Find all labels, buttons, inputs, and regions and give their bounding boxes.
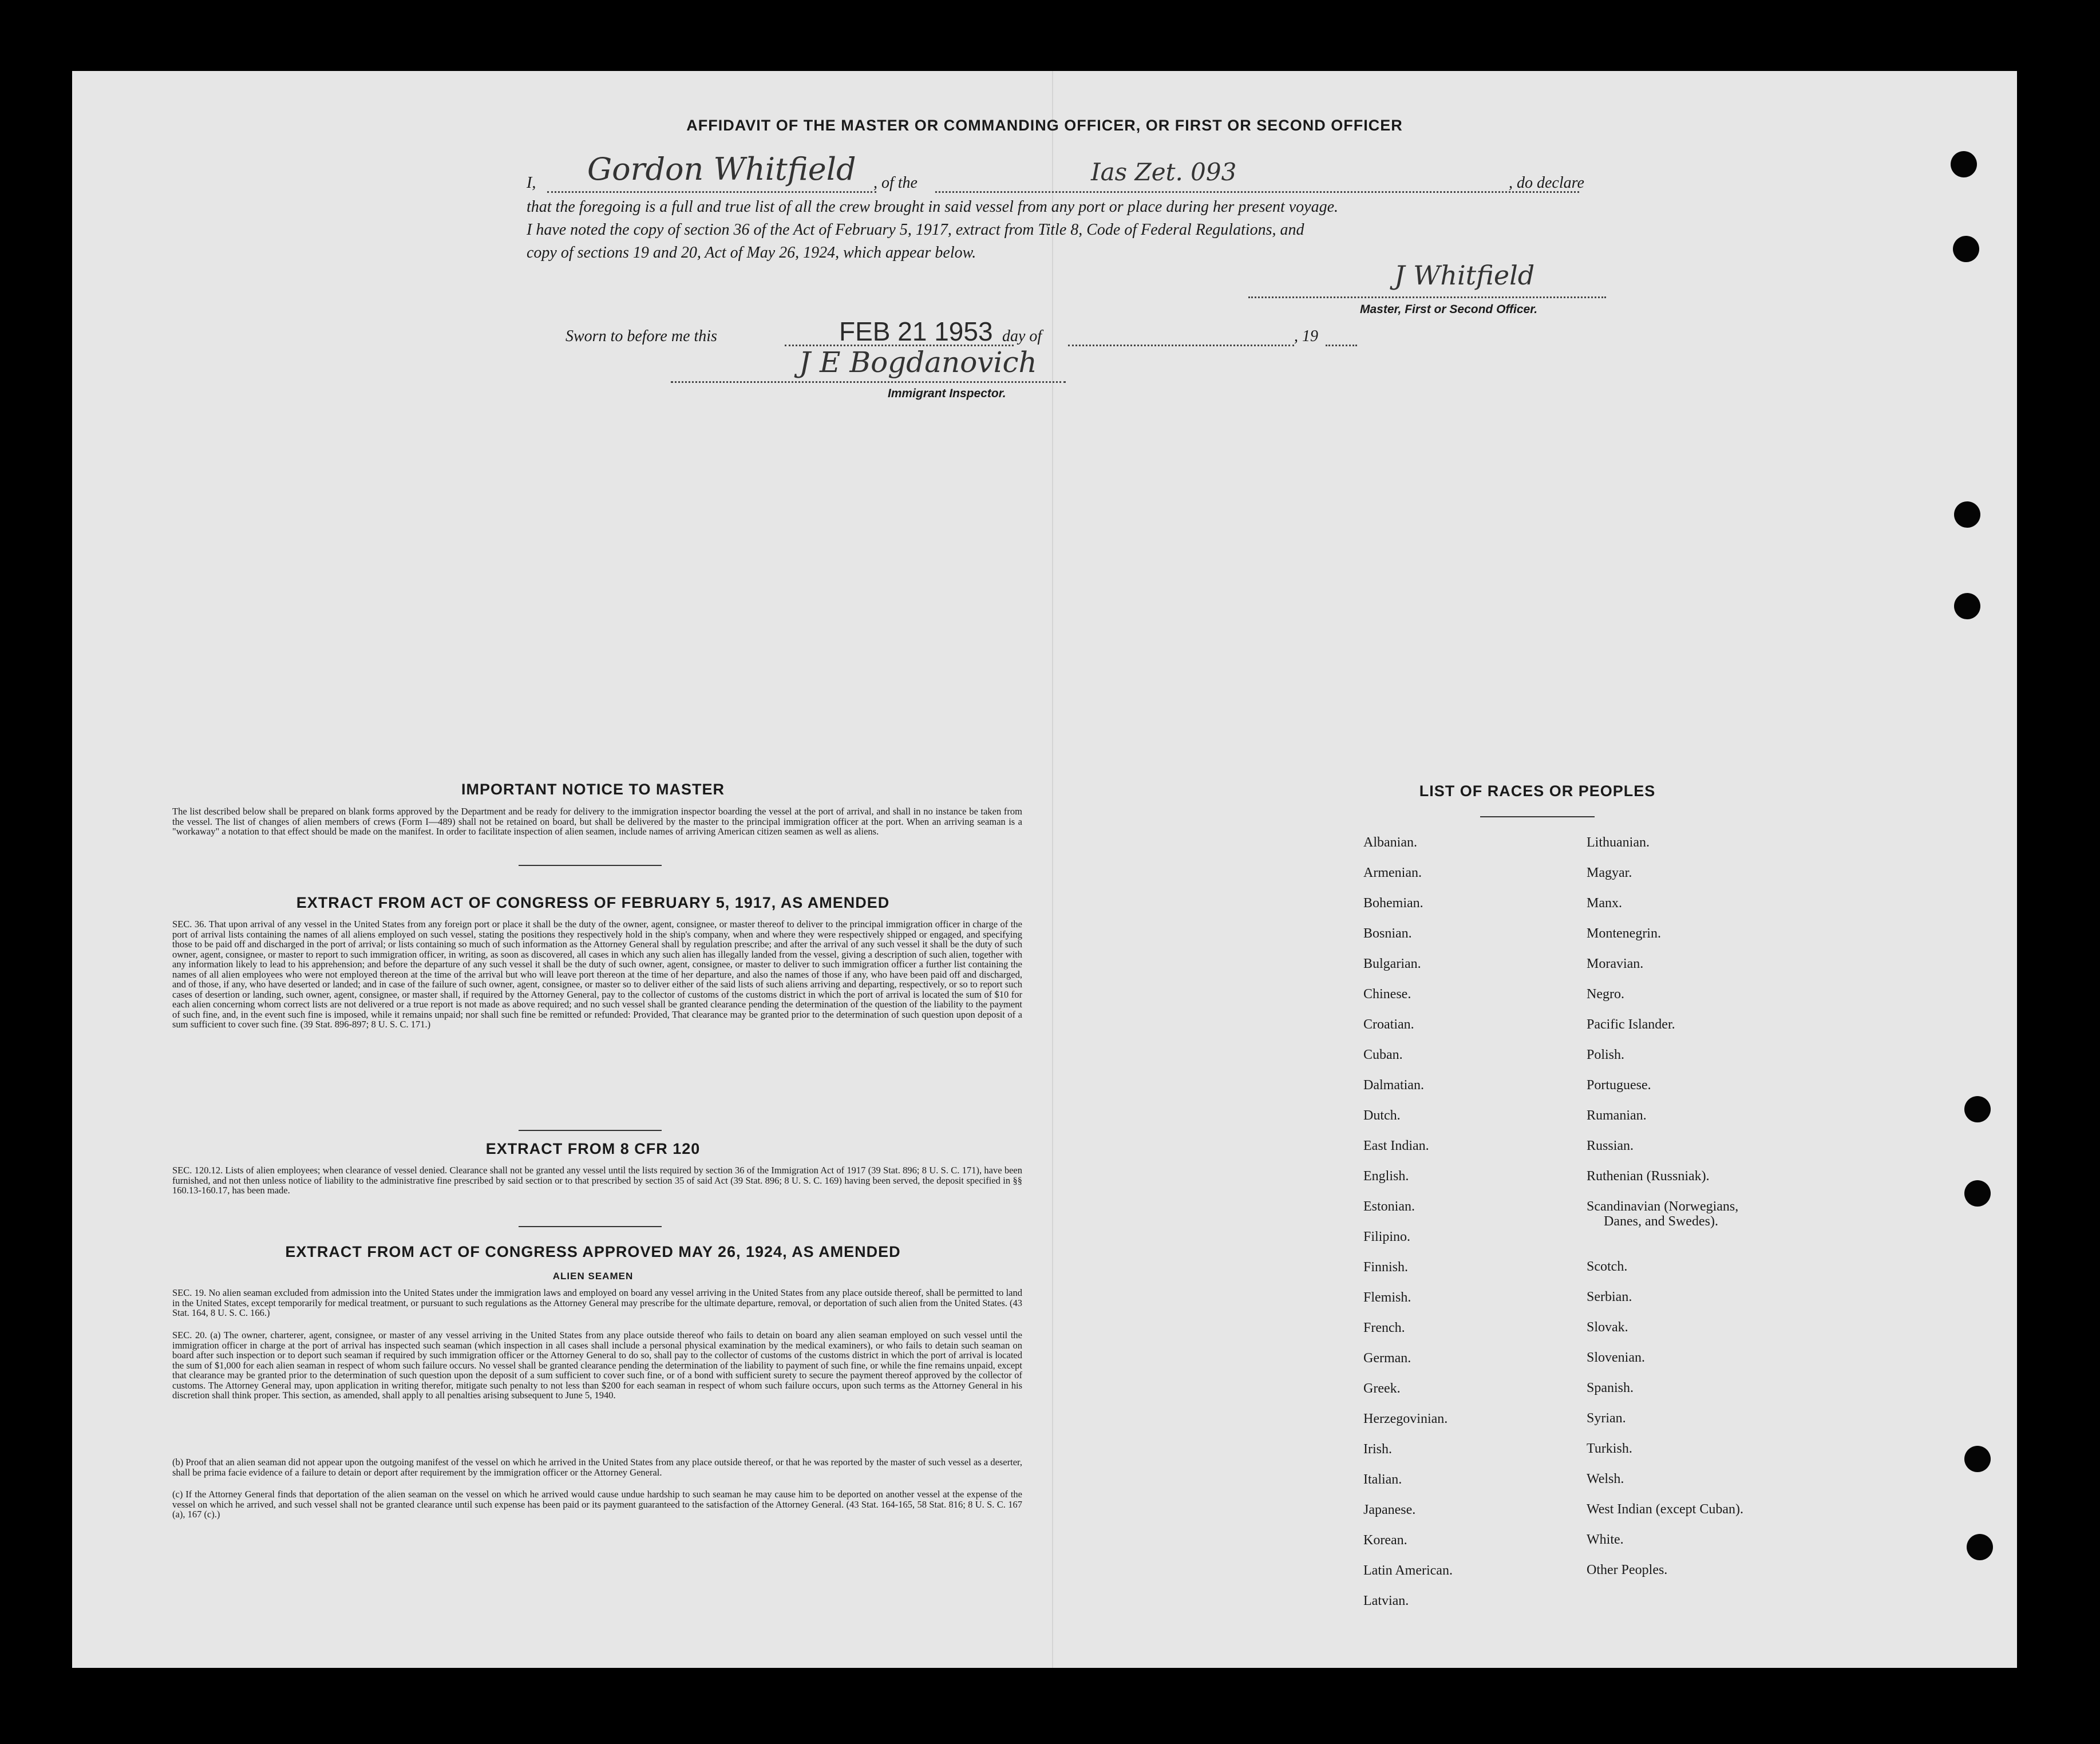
sworn-day-of: day of bbox=[1002, 327, 1042, 345]
race-item: Greek. bbox=[1363, 1381, 1401, 1396]
race-item: Korean. bbox=[1363, 1533, 1407, 1548]
race-item: White. bbox=[1587, 1532, 1624, 1547]
race-item: Finnish. bbox=[1363, 1260, 1409, 1275]
sec-20c-text: (c) If the Attorney General finds that deportation of the alien seaman on the vessel on which he arrived would cause undue hardship to such seaman he may cause him to be deported on another vessel at the expense of the vessel on which he arrived, and such vessel shall not be granted clearance until such expense has been paid or its payment guaranteed to the satisfaction of the Attorney General. (43 Stat. 164-165, 58 Stat. 816; 8 U. S. C. 167 (a), 167 (c).) bbox=[172, 1489, 1022, 1520]
affidavit-title: AFFIDAVIT OF THE MASTER OR COMMANDING OFFICER, OR FIRST OR SECOND OFFICER bbox=[686, 117, 1403, 134]
race-item: Bosnian. bbox=[1363, 926, 1412, 941]
race-item: Bohemian. bbox=[1363, 896, 1423, 911]
affidavit-do-declare: , do declare bbox=[1509, 174, 1584, 192]
race-item: Ruthenian (Russniak). bbox=[1587, 1169, 1710, 1184]
race-item: Negro. bbox=[1587, 987, 1624, 1002]
race-item: Cuban. bbox=[1363, 1047, 1403, 1062]
extract-1924-title: EXTRACT FROM ACT OF CONGRESS APPROVED MAY 26, 1924, AS AMENDED bbox=[285, 1243, 901, 1260]
race-item: Scandinavian (Norwegians, bbox=[1587, 1199, 1739, 1214]
race-item: Armenian. bbox=[1363, 865, 1422, 880]
punch-hole bbox=[1967, 1534, 1993, 1560]
divider bbox=[1480, 816, 1595, 817]
inspector-signature-line bbox=[671, 381, 1066, 383]
race-item: Spanish. bbox=[1587, 1381, 1634, 1395]
sec-20a-text: SEC. 20. (a) The owner, charterer, agent, consignee, or master of any vessel arriving in the United States from any place outside thereof who fails to detain on board any alien seaman employed on such vessel until the immigration officer in charge at the port of arrival has inspected such seaman (which inspection in all cases shall include a personal physical examination by the medical examiners), or who fails to detain such seaman on board after such inspection or to deport such seaman if required by such immigration officer or the Attorney General to do so, shall pay to the collector of customs of the customs district in which the port of arrival is located the sum of $1,000 for each alien seaman in respect of whom such failure occurs. No vessel shall be granted clearance pending the determination of the liability to payment of such fine, or while the fine remains unpaid, except that clearance may be granted prior to the determination of such question upon the deposit of a sum sufficient to cover such fine, or of a bond with sufficient surety to secure the payment thereof approved by the collector of customs. The Attorney General may, upon application in writing therefor, mitigate such penalty to not less than $200 for each seaman in respect of whom such failure occurs, upon such terms as the Attorney General in his discretion shall think proper. This section, as amended, shall apply to all penalties arising subsequent to June 5, 1940. bbox=[172, 1330, 1022, 1401]
punch-hole bbox=[1954, 593, 1980, 619]
race-item: Albanian. bbox=[1363, 835, 1417, 850]
race-item: Flemish. bbox=[1363, 1290, 1411, 1305]
race-item: Pacific Islander. bbox=[1587, 1017, 1675, 1032]
sec-20b-text: (b) Proof that an alien seaman did not appear upon the outgoing manifest of the vessel on which he arrived in the United States from any place outside thereof, or that he was reported by the master of such vessel as a deserter, shall be prima facie evidence of a failure to detain or deport after requirement by the immigration officer or the Attorney General. bbox=[172, 1457, 1022, 1478]
document-sheet bbox=[72, 71, 2017, 1668]
race-item: Rumanian. bbox=[1587, 1108, 1647, 1123]
sworn-year: , 19 bbox=[1294, 327, 1318, 345]
notice-text: The list described below shall be prepared on blank forms approved by the Department and be ready for delivery to the immigration inspector boarding the vessel at the port of arrival, and shall in no instance be taken from the vessel. The list of changes of alien members of crews (Form I—489) shall not be retained on board, but shall be delivered by the master to the principal immigration officer at the port. When an arriving seaman is a "workaway" a notation to that effect should be made on the manifest. In order to facilitate inspection of alien seamen, include names of arriving American citizen seamen as well as aliens. bbox=[172, 806, 1022, 837]
race-item: Danes, and Swedes). bbox=[1604, 1214, 1718, 1229]
race-item: Scotch. bbox=[1587, 1259, 1628, 1274]
extract-cfr-title: EXTRACT FROM 8 CFR 120 bbox=[485, 1140, 701, 1157]
inspector-label: Immigrant Inspector. bbox=[888, 387, 1006, 400]
race-item: English. bbox=[1363, 1169, 1409, 1184]
sworn-month-line bbox=[1068, 345, 1294, 346]
punch-hole bbox=[1951, 151, 1977, 177]
divider bbox=[519, 865, 662, 866]
race-item: Latin American. bbox=[1363, 1563, 1453, 1578]
affidavit-prefix: I, bbox=[527, 174, 536, 192]
master-label: Master, First or Second Officer. bbox=[1360, 303, 1538, 316]
master-signature: J Whitfield bbox=[1394, 260, 1535, 291]
extract-1917-title: EXTRACT FROM ACT OF CONGRESS OF FEBRUARY 5, 1917, AS AMENDED bbox=[296, 894, 890, 911]
races-title: LIST OF RACES OR PEOPLES bbox=[1419, 782, 1656, 800]
punch-hole bbox=[1954, 501, 1980, 528]
vessel-line bbox=[935, 191, 1579, 193]
punch-hole bbox=[1964, 1096, 1991, 1122]
alien-seamen-subtitle: ALIEN SEAMEN bbox=[552, 1271, 634, 1282]
inspector-signature: J E Bogdanovich bbox=[799, 346, 1037, 379]
sworn-prefix: Sworn to before me this bbox=[565, 327, 717, 345]
race-item: Syrian. bbox=[1587, 1411, 1626, 1426]
race-item: German. bbox=[1363, 1351, 1411, 1366]
race-item: Welsh. bbox=[1587, 1472, 1624, 1486]
race-item: Italian. bbox=[1363, 1472, 1402, 1487]
race-item: Serbian. bbox=[1587, 1290, 1632, 1304]
race-item: West Indian (except Cuban). bbox=[1587, 1502, 1743, 1517]
divider bbox=[519, 1130, 662, 1131]
race-item: East Indian. bbox=[1363, 1138, 1429, 1153]
fold-line bbox=[1052, 71, 1053, 1668]
race-item: Irish. bbox=[1363, 1442, 1392, 1457]
race-item: Slovenian. bbox=[1587, 1350, 1645, 1365]
race-item: Montenegrin. bbox=[1587, 926, 1661, 941]
punch-hole bbox=[1953, 236, 1979, 262]
sworn-year-line bbox=[1326, 345, 1357, 346]
race-item: Herzegovinian. bbox=[1363, 1411, 1448, 1426]
race-item: Portuguese. bbox=[1587, 1078, 1651, 1093]
master-name-handwritten: Gordon Whitfield bbox=[587, 151, 856, 187]
affidavit-line2: that the foregoing is a full and true list of all the crew brought in said vessel from any port or place during her present voyage. bbox=[527, 198, 1339, 216]
race-item: Turkish. bbox=[1587, 1441, 1632, 1456]
race-item: Japanese. bbox=[1363, 1502, 1416, 1517]
divider bbox=[519, 1226, 662, 1227]
race-item: Croatian. bbox=[1363, 1017, 1414, 1032]
race-item: Chinese. bbox=[1363, 987, 1411, 1002]
punch-hole bbox=[1964, 1446, 1991, 1472]
race-item: Estonian. bbox=[1363, 1199, 1415, 1214]
race-item: Latvian. bbox=[1363, 1593, 1409, 1608]
race-item: Slovak. bbox=[1587, 1320, 1628, 1335]
race-item: Moravian. bbox=[1587, 956, 1644, 971]
race-item: Russian. bbox=[1587, 1138, 1634, 1153]
race-item: Bulgarian. bbox=[1363, 956, 1421, 971]
name-line bbox=[547, 191, 876, 193]
races-column-1 bbox=[1363, 835, 1581, 1624]
punch-hole bbox=[1964, 1180, 1991, 1207]
races-column-2 bbox=[1587, 835, 1850, 1593]
extract-1917-text: SEC. 36. That upon arrival of any vessel in the United States from any foreign port or place it shall be the duty of the owner, agent, consignee, or master thereof to deliver to the principal immigration officer in charge of the port of arrival lists containing the names of all aliens employed on such vessel, stating the positions they respectively hold in the ship's company, when and where they were respectively shipped or engaged, and specifying those to be paid off and discharged in the port of arrival; or lists containing so much of such information as the Attorney General shall by regulation prescribe; and after the arrival of any such vessel it shall be the duty of such owner, agent, consignee, or master to report to such immigration officer, in writing, as soon as discovered, all cases in which any such alien has illegally landed from the vessel, giving a description of such alien, together with any information likely to lead to his apprehension; and before the departure of any such vessel it shall be the duty of such owner, agent, consignee, or master to deliver to such immigration officer a further list containing the names of all alien employees who were not employed thereon at the time of the arrival but who will leave port thereon at the time of her departure, and also the names of those if any, who have been paid off and discharged, and of those, if any, who have deserted or landed; and in case of the failure of such owner, agent, consignee, or master so to deliver either of the said lists of such aliens arriving and departing, respectively, or so to report such cases of desertion or landing, such owner, agent, consignee, or master shall, if required by the Attorney General, pay to the collector of customs of the customs district in which the port of arrival is located the sum of $10 for each alien concerning whom correct lists are not delivered or a true report is not made as above required; and no such vessel shall be granted clearance pending the determination of the question of the liability to the payment of such fine, and, in the event such fine is imposed, while it remains unpaid; nor shall such fine be remitted or refunded: Provided, That clearance may be granted prior to the determination of such question upon deposit of a sum sufficient to cover such fine. (39 Stat. 896-897; 8 U. S. C. 171.) bbox=[172, 919, 1022, 1030]
race-item: Dalmatian. bbox=[1363, 1078, 1424, 1093]
sec-19-text: SEC. 19. No alien seaman excluded from admission into the United States under the immigration laws and employed on board any vessel arriving in the United States from any place outside thereof, shall be permitted to land in the United States, except temporarily for medical treatment, or pursuant to such regulations as the Attorney General may prescribe for the ultimate departure, removal, or deportation of such alien from the United States. (43 Stat. 164, 8 U. S. C. 166.) bbox=[172, 1287, 1022, 1318]
race-item: Polish. bbox=[1587, 1047, 1625, 1062]
date-stamp: FEB 21 1953 bbox=[839, 317, 993, 346]
affidavit-line3: I have noted the copy of section 36 of the Act of February 5, 1917, extract from Title 8, Code of Federal Regulations, and bbox=[527, 221, 1304, 239]
master-signature-line bbox=[1248, 296, 1606, 298]
vessel-name-handwritten: Ias Zet. 093 bbox=[1091, 158, 1237, 186]
race-item: Lithuanian. bbox=[1587, 835, 1650, 850]
race-item: French. bbox=[1363, 1320, 1405, 1335]
race-item: Dutch. bbox=[1363, 1108, 1401, 1123]
affidavit-line4: copy of sections 19 and 20, Act of May 26, 1924, which appear below. bbox=[527, 244, 976, 262]
affidavit-of-the: , of the bbox=[873, 174, 917, 192]
race-item: Filipino. bbox=[1363, 1229, 1411, 1244]
race-item: Other Peoples. bbox=[1587, 1563, 1668, 1577]
race-item: Manx. bbox=[1587, 896, 1622, 911]
race-item: Magyar. bbox=[1587, 865, 1632, 880]
extract-cfr-text: SEC. 120.12. Lists of alien employees; when clearance of vessel denied. Clearance shall not be granted any vessel until the lists required by section 36 of the Immigration Act of 1917 (39 Stat. 896; 8 U. S. C. 171), have been furnished, and not then unless notice of liability to the administrative fine prescribed by said section or to that prescribed by section 35 of said Act (39 Stat. 896; 8 U. S. C. 169) having been served, the deposit specified in §§ 160.13-160.17, has been made. bbox=[172, 1165, 1022, 1196]
notice-title: IMPORTANT NOTICE TO MASTER bbox=[461, 781, 725, 798]
